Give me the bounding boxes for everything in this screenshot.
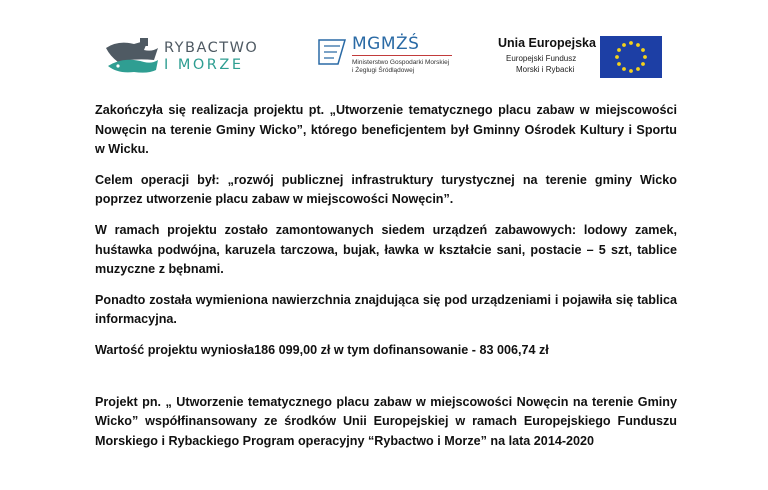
ministry-logo: [316, 32, 466, 84]
ministry-abbreviation: MGMŻŚ: [352, 34, 420, 54]
paragraph-completion: Zakończyła się realizacja projektu pt. „Utworzenie tematycznego placu zabaw w miejscowości Nowęcin na terenie Gminy Wicko”, którego beneficjentem był Gminny Ośrodek Kultury i Sportu w Wicku.: [95, 103, 677, 157]
ministry-name-line2: i Żeglugi Śródlądowej: [352, 67, 415, 74]
ministry-mark-icon: [316, 36, 348, 68]
paragraph-surface: Ponadto została wymieniona nawierzchnia znajdująca się pod urządzeniami i pojawiła się tablica informacyjna.: [95, 292, 677, 327]
paragraph-cofinancing: Projekt pn. „ Utworzenie tematycznego placu zabaw w miejscowości Nowęcin na terenie Gminy Wicko” współfinansowany ze środków Unii Europejskiej w ramach Europejskiego Funduszu Morskiego i Rybackiego Program operacyjny “Rybactwo i Morze” na lata 2014-2020: [95, 394, 677, 448]
eu-fund-line1: Europejski Fundusz: [506, 54, 577, 63]
eu-title: Unia Europejska: [498, 36, 596, 50]
i-morze-text: I MORZE: [164, 57, 244, 73]
paragraph-value: Wartość projektu wyniosła186 099,00 zł w tym dofinansowanie - 83 006,74 zł: [95, 342, 549, 357]
ministry-divider: [352, 55, 452, 56]
fish-boat-icon: [104, 38, 160, 76]
paragraph-equipment: W ramach projektu zostało zamontowanych siedem urządzeń zabawowych: lodowy zamek, huśtawka podwójna, karuzela tarczowa, bujak, ławka w kształcie sani, postacie – 5 szt, tablice muzyczne z bębnami.: [95, 222, 677, 277]
rybactwo-text: RYBACTWO: [164, 40, 259, 56]
eu-fund-line2: Morski i Rybacki: [516, 65, 575, 74]
ministry-name-line1: Ministerstwo Gospodarki Morskiej: [352, 59, 450, 66]
rybactwo-i-morze-logo: [104, 32, 264, 84]
eu-stars-icon: [600, 36, 662, 78]
paragraph-goal: Celem operacji był: „rozwój publicznej infrastruktury turystycznej na terenie gminy Wicko poprzez utworzenie placu zabaw w miejscowości Nowęcin”.: [95, 172, 677, 207]
article-body: [95, 101, 677, 462]
eu-logo: [498, 32, 668, 84]
eu-flag: [600, 36, 662, 78]
logo-bar: [0, 32, 768, 88]
